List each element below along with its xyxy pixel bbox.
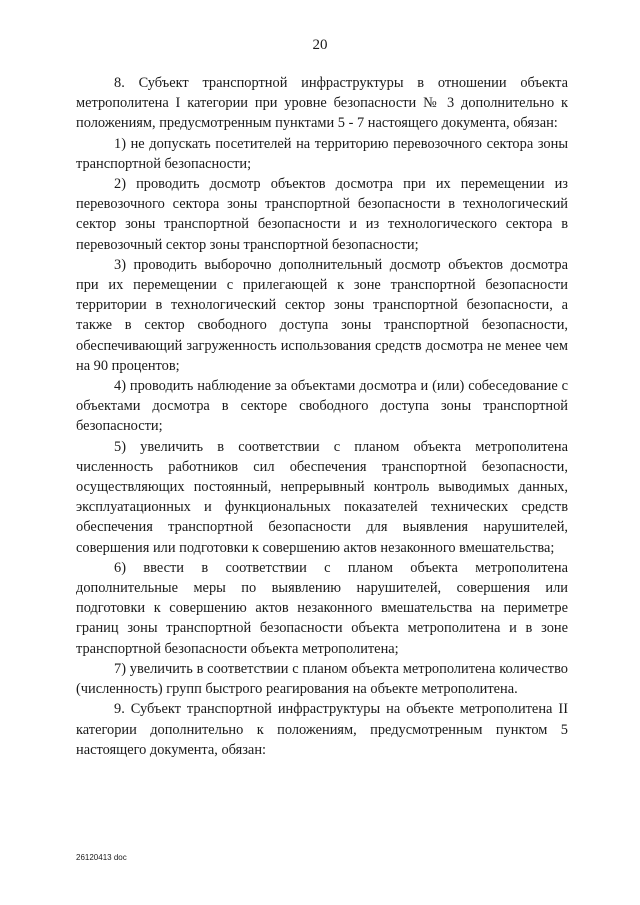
paragraph-item-1: 1) не допускать посетителей на территорию перевозочного сектора зоны транспортной безопасности;	[76, 135, 568, 172]
paragraph-item-4: 4) проводить наблюдение за объектами досмотра и (или) собеседование с объектами досмотра в секторе свободного доступа зоны транспортной безопасности;	[76, 378, 568, 435]
page-number: 20	[312, 37, 328, 53]
paragraph-clause-8: 8. Субъект транспортной инфраструктуры в отношении объекта метрополитена I категории при уровне безопасности № 3 дополнительно к положениям, предусмотренным пунктами 5 - 7 настоящего документа, обязан:	[76, 75, 568, 132]
paragraph-clause-9: 9. Субъект транспортной инфраструктуры на объекте метрополитена II категории дополнительно к положениям, предусмотренным пунктом 5 настоящего документа, обязан:	[76, 701, 568, 758]
paragraph-item-5: 5) увеличить в соответствии с планом объекта метрополитена численность работников сил обеспечения транспортной безопасности, осуществляющих постоянный, непрерывный контроль выводимых данных, эксплуатационных и функциональных показателей технических средств обеспечения транспортной безопасности для выявления нарушителей, совершения или подготовки к совершению актов незаконного вмешательства;	[76, 438, 568, 556]
paragraph-item-7: 7) увеличить в соответствии с планом объекта метрополитена количество (численность) групп быстрого реагирования на объекте метрополитена.	[76, 660, 568, 698]
file-name-footer: 26120413 doc	[76, 853, 127, 862]
paragraph-item-3: 3) проводить выборочно дополнительный досмотр объектов досмотра при их перемещении с прилегающей к зоне транспортной безопасности территории в технологический сектор зоны транспортной безопасности, а также в сектор свободного доступа зоны транспортной безопасности, обеспечивающий загруженность использования средств досмотра не менее чем на 90 процентов;	[76, 256, 568, 374]
paragraph-item-2: 2) проводить досмотр объектов досмотра при их перемещении из перевозочного сектора зоны транспортной безопасности в технологический сектор зоны транспортной безопасности и из технологического сектора в перевозочный сектор зоны транспортной безопасности;	[76, 176, 568, 253]
paragraph-item-6: 6) ввести в соответствии с планом объекта метрополитена дополнительные меры по выявлению нарушителей, совершения или подготовки к совершению актов незаконного вмешательства на периметре границ зоны транспортной безопасности объекта метрополитена и в зоне транспортной безопасности объекта метрополитена;	[76, 559, 568, 657]
document-body	[76, 73, 568, 760]
